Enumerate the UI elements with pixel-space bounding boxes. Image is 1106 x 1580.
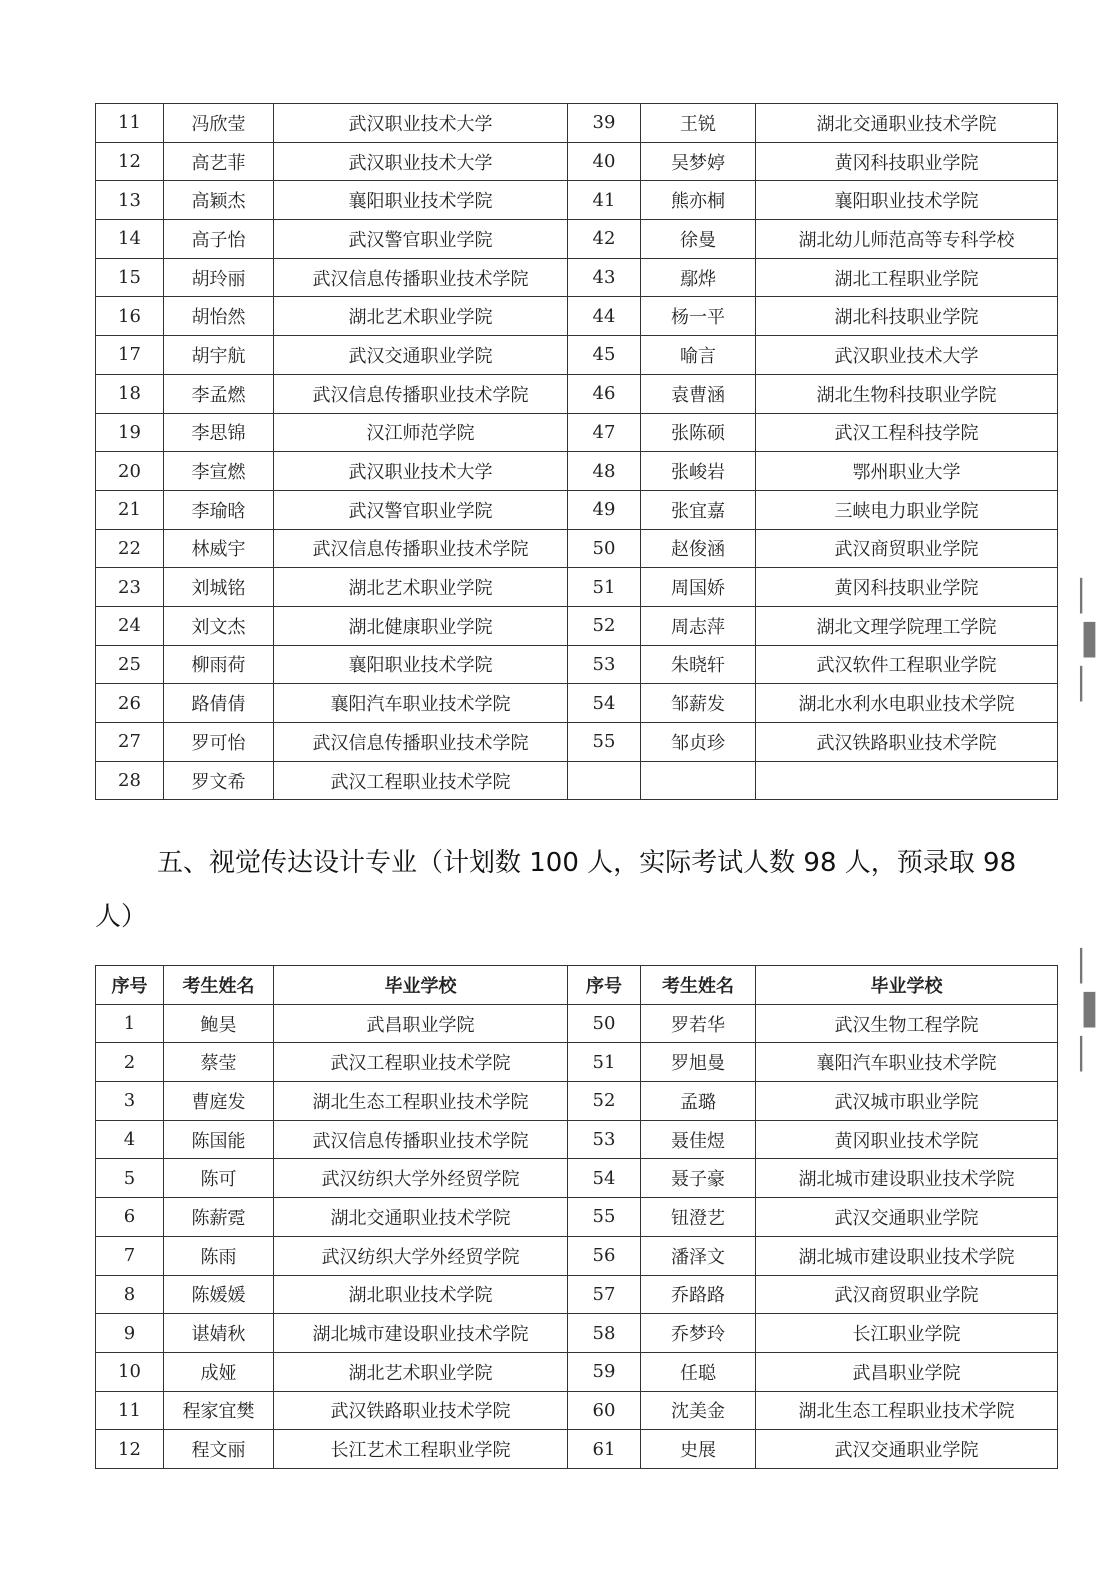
cell-index: 26 [96, 684, 164, 723]
cell-school-2 [756, 761, 1058, 800]
table-row [96, 1430, 1058, 1469]
cell-school: 湖北生态工程职业技术学院 [274, 1082, 568, 1121]
cell-school: 武汉信息传播职业技术学院 [274, 258, 568, 297]
cell-name-2: 孟璐 [641, 1082, 756, 1121]
side-seal-fragment-1: │ ▐ │ [1072, 579, 1096, 702]
table-row [96, 1275, 1058, 1314]
cell-index: 12 [96, 1430, 164, 1469]
cell-school-2: 武汉软件工程职业学院 [756, 645, 1058, 684]
cell-index-2: 55 [568, 1198, 641, 1237]
table-row [96, 1314, 1058, 1353]
cell-name-2: 聂佳煜 [641, 1120, 756, 1159]
cell-index-2: 57 [568, 1275, 641, 1314]
cell-name-2: 周国娇 [641, 568, 756, 607]
cell-index: 10 [96, 1352, 164, 1391]
table-b-body [96, 1004, 1058, 1468]
cell-index: 13 [96, 181, 164, 220]
cell-school-2: 湖北城市建设职业技术学院 [756, 1159, 1058, 1198]
cell-name-2: 鄢烨 [641, 258, 756, 297]
cell-school: 武汉警官职业学院 [274, 220, 568, 259]
table-a-body [96, 104, 1058, 800]
table-row [96, 1004, 1058, 1043]
cell-name-2: 张陈硕 [641, 413, 756, 452]
cell-name: 胡宇航 [164, 336, 274, 375]
cell-name: 胡怡然 [164, 297, 274, 336]
cell-index: 12 [96, 142, 164, 181]
cell-school: 湖北城市建设职业技术学院 [274, 1314, 568, 1353]
cell-school-2: 武昌职业学院 [756, 1352, 1058, 1391]
side-seal-fragment-2: │ ▐ │ [1072, 949, 1096, 1072]
table-row [96, 413, 1058, 452]
table-row [96, 1120, 1058, 1159]
cell-name: 曹庭发 [164, 1082, 274, 1121]
cell-name: 李孟燃 [164, 374, 274, 413]
cell-index: 14 [96, 220, 164, 259]
cell-school: 武汉职业技术大学 [274, 142, 568, 181]
cell-name: 高颖杰 [164, 181, 274, 220]
cell-index-2: 52 [568, 606, 641, 645]
cell-name: 路倩倩 [164, 684, 274, 723]
cell-name: 陈国能 [164, 1120, 274, 1159]
cell-index-2: 54 [568, 1159, 641, 1198]
cell-school-2: 武汉工程科技学院 [756, 413, 1058, 452]
cell-index-2: 40 [568, 142, 641, 181]
cell-name-2: 袁曹涵 [641, 374, 756, 413]
cell-school: 武汉信息传播职业技术学院 [274, 374, 568, 413]
cell-name: 高子怡 [164, 220, 274, 259]
cell-index: 16 [96, 297, 164, 336]
cell-index-2: 48 [568, 452, 641, 491]
header-name: 考生姓名 [164, 966, 274, 1005]
cell-school: 武汉信息传播职业技术学院 [274, 723, 568, 762]
cell-school-2: 襄阳职业技术学院 [756, 181, 1058, 220]
cell-index-2: 60 [568, 1391, 641, 1430]
table-row [96, 1391, 1058, 1430]
cell-index: 22 [96, 529, 164, 568]
cell-index: 21 [96, 490, 164, 529]
header-name-2: 考生姓名 [641, 966, 756, 1005]
cell-school-2: 黄冈科技职业学院 [756, 142, 1058, 181]
cell-school: 武汉交通职业学院 [274, 336, 568, 375]
table-row [96, 645, 1058, 684]
cell-school: 武汉警官职业学院 [274, 490, 568, 529]
cell-name-2: 聂子豪 [641, 1159, 756, 1198]
cell-name-2: 吴梦婷 [641, 142, 756, 181]
cell-school-2: 湖北城市建设职业技术学院 [756, 1236, 1058, 1275]
cell-school-2: 湖北生态工程职业技术学院 [756, 1391, 1058, 1430]
cell-name-2: 王锐 [641, 104, 756, 143]
cell-name: 程家宜樊 [164, 1391, 274, 1430]
cell-index-2: 51 [568, 1043, 641, 1082]
cell-school-2: 武汉商贸职业学院 [756, 529, 1058, 568]
cell-name: 刘城铭 [164, 568, 274, 607]
cell-index: 23 [96, 568, 164, 607]
cell-name: 林威宇 [164, 529, 274, 568]
cell-index-2: 58 [568, 1314, 641, 1353]
cell-school: 湖北艺术职业学院 [274, 1352, 568, 1391]
cell-name: 蔡莹 [164, 1043, 274, 1082]
cell-index-2: 41 [568, 181, 641, 220]
cell-school: 长江艺术工程职业学院 [274, 1430, 568, 1469]
cell-name-2: 张峻岩 [641, 452, 756, 491]
cell-school-2: 长江职业学院 [756, 1314, 1058, 1353]
table-row [96, 258, 1058, 297]
cell-name: 冯欣莹 [164, 104, 274, 143]
cell-school-2: 湖北幼儿师范高等专科学校 [756, 220, 1058, 259]
cell-name-2: 乔路路 [641, 1275, 756, 1314]
cell-school: 武昌职业学院 [274, 1004, 568, 1043]
cell-index: 18 [96, 374, 164, 413]
cell-index: 2 [96, 1043, 164, 1082]
cell-name: 成娅 [164, 1352, 274, 1391]
cell-name: 罗文希 [164, 761, 274, 800]
cell-name: 陈可 [164, 1159, 274, 1198]
header-school: 毕业学校 [274, 966, 568, 1005]
section-heading [95, 836, 1035, 944]
table-row [96, 490, 1058, 529]
cell-name-2: 乔梦玲 [641, 1314, 756, 1353]
table-row [96, 142, 1058, 181]
table-row [96, 684, 1058, 723]
cell-name-2: 张宜嘉 [641, 490, 756, 529]
table-row [96, 1352, 1058, 1391]
cell-index-2: 39 [568, 104, 641, 143]
cell-index-2: 52 [568, 1082, 641, 1121]
cell-school: 武汉工程职业技术学院 [274, 1043, 568, 1082]
table-row [96, 606, 1058, 645]
cell-name-2: 徐曼 [641, 220, 756, 259]
cell-school-2: 襄阳汽车职业技术学院 [756, 1043, 1058, 1082]
cell-school-2: 黄冈科技职业学院 [756, 568, 1058, 607]
table-row [96, 761, 1058, 800]
cell-index: 19 [96, 413, 164, 452]
cell-index: 7 [96, 1236, 164, 1275]
cell-index-2: 49 [568, 490, 641, 529]
cell-name-2: 史展 [641, 1430, 756, 1469]
cell-school-2: 湖北水利水电职业技术学院 [756, 684, 1058, 723]
cell-index-2 [568, 761, 641, 800]
cell-name-2 [641, 761, 756, 800]
cell-name: 李思锦 [164, 413, 274, 452]
cell-name: 李瑜晗 [164, 490, 274, 529]
cell-index: 28 [96, 761, 164, 800]
table-row [96, 1159, 1058, 1198]
cell-index-2: 50 [568, 1004, 641, 1043]
cell-school-2: 湖北交通职业技术学院 [756, 104, 1058, 143]
cell-school: 武汉铁路职业技术学院 [274, 1391, 568, 1430]
cell-school-2: 湖北文理学院理工学院 [756, 606, 1058, 645]
cell-school-2: 湖北工程职业学院 [756, 258, 1058, 297]
table-row [96, 452, 1058, 491]
cell-index: 5 [96, 1159, 164, 1198]
cell-index: 9 [96, 1314, 164, 1353]
table-row [96, 1198, 1058, 1237]
cell-index: 3 [96, 1082, 164, 1121]
cell-name-2: 赵俊涵 [641, 529, 756, 568]
cell-index: 4 [96, 1120, 164, 1159]
cell-index: 15 [96, 258, 164, 297]
cell-index-2: 53 [568, 645, 641, 684]
cell-index-2: 50 [568, 529, 641, 568]
cell-school: 湖北职业技术学院 [274, 1275, 568, 1314]
cell-name: 罗可怡 [164, 723, 274, 762]
cell-school-2: 湖北科技职业学院 [756, 297, 1058, 336]
cell-school-2: 鄂州职业大学 [756, 452, 1058, 491]
table-row [96, 1043, 1058, 1082]
cell-school-2: 武汉职业技术大学 [756, 336, 1058, 375]
cell-index: 24 [96, 606, 164, 645]
visual-communication-admission-table [95, 965, 1058, 1469]
table-row [96, 723, 1058, 762]
cell-name-2: 任聪 [641, 1352, 756, 1391]
table-row [96, 374, 1058, 413]
cell-school-2: 武汉商贸职业学院 [756, 1275, 1058, 1314]
section-heading-text: 五、视觉传达设计专业（计划数 100 人，实际考试人数 98 人，预录取 98 人） [95, 848, 1017, 932]
cell-index: 17 [96, 336, 164, 375]
cell-name: 高艺菲 [164, 142, 274, 181]
cell-index-2: 55 [568, 723, 641, 762]
cell-index-2: 45 [568, 336, 641, 375]
cell-name: 谌婧秋 [164, 1314, 274, 1353]
table-row [96, 297, 1058, 336]
cell-index-2: 47 [568, 413, 641, 452]
table-row [96, 336, 1058, 375]
cell-school: 湖北艺术职业学院 [274, 568, 568, 607]
cell-school: 襄阳汽车职业技术学院 [274, 684, 568, 723]
cell-school-2: 武汉城市职业学院 [756, 1082, 1058, 1121]
cell-index: 1 [96, 1004, 164, 1043]
table-row [96, 568, 1058, 607]
cell-school-2: 武汉交通职业学院 [756, 1430, 1058, 1469]
cell-school-2: 黄冈职业技术学院 [756, 1120, 1058, 1159]
cell-school: 襄阳职业技术学院 [274, 645, 568, 684]
cell-name-2: 邹贞珍 [641, 723, 756, 762]
cell-school-2: 三峡电力职业学院 [756, 490, 1058, 529]
cell-school-2: 武汉交通职业学院 [756, 1198, 1058, 1237]
cell-index: 25 [96, 645, 164, 684]
cell-index-2: 56 [568, 1236, 641, 1275]
cell-school: 武汉职业技术大学 [274, 452, 568, 491]
cell-name-2: 沈美金 [641, 1391, 756, 1430]
cell-name: 胡玲丽 [164, 258, 274, 297]
cell-index-2: 53 [568, 1120, 641, 1159]
cell-name: 李宣燃 [164, 452, 274, 491]
cell-school-2: 武汉铁路职业技术学院 [756, 723, 1058, 762]
table-b-header-row [96, 966, 1058, 1005]
cell-index: 11 [96, 104, 164, 143]
table-row [96, 1082, 1058, 1121]
cell-school-2: 武汉生物工程学院 [756, 1004, 1058, 1043]
header-school-2: 毕业学校 [756, 966, 1058, 1005]
cell-name-2: 周志萍 [641, 606, 756, 645]
cell-name-2: 喻言 [641, 336, 756, 375]
cell-school: 武汉信息传播职业技术学院 [274, 529, 568, 568]
cell-name-2: 朱晓轩 [641, 645, 756, 684]
admission-table-continued [95, 103, 1058, 800]
cell-index-2: 46 [568, 374, 641, 413]
cell-index-2: 42 [568, 220, 641, 259]
cell-name: 程文丽 [164, 1430, 274, 1469]
cell-school: 汉江师范学院 [274, 413, 568, 452]
cell-name-2: 潘泽文 [641, 1236, 756, 1275]
cell-index-2: 51 [568, 568, 641, 607]
cell-name: 陈媛媛 [164, 1275, 274, 1314]
cell-school: 湖北交通职业技术学院 [274, 1198, 568, 1237]
cell-index: 11 [96, 1391, 164, 1430]
cell-name-2: 罗旭曼 [641, 1043, 756, 1082]
header-index: 序号 [96, 966, 164, 1005]
cell-name: 陈雨 [164, 1236, 274, 1275]
cell-school: 湖北健康职业学院 [274, 606, 568, 645]
table-row [96, 220, 1058, 259]
cell-name: 鲍昊 [164, 1004, 274, 1043]
cell-school: 武汉职业技术大学 [274, 104, 568, 143]
cell-school: 武汉工程职业技术学院 [274, 761, 568, 800]
cell-index-2: 43 [568, 258, 641, 297]
table-row [96, 1236, 1058, 1275]
cell-school: 襄阳职业技术学院 [274, 181, 568, 220]
cell-school: 武汉纺织大学外经贸学院 [274, 1159, 568, 1198]
cell-index: 8 [96, 1275, 164, 1314]
cell-index: 20 [96, 452, 164, 491]
cell-school: 武汉信息传播职业技术学院 [274, 1120, 568, 1159]
cell-name-2: 杨一平 [641, 297, 756, 336]
cell-school: 武汉纺织大学外经贸学院 [274, 1236, 568, 1275]
cell-name: 柳雨荷 [164, 645, 274, 684]
cell-index-2: 54 [568, 684, 641, 723]
cell-index-2: 61 [568, 1430, 641, 1469]
cell-name: 刘文杰 [164, 606, 274, 645]
table-row [96, 529, 1058, 568]
cell-name: 陈薪霓 [164, 1198, 274, 1237]
cell-name-2: 罗若华 [641, 1004, 756, 1043]
cell-index-2: 44 [568, 297, 641, 336]
cell-school-2: 湖北生物科技职业学院 [756, 374, 1058, 413]
cell-name-2: 邹薪发 [641, 684, 756, 723]
table-row [96, 181, 1058, 220]
cell-school: 湖北艺术职业学院 [274, 297, 568, 336]
table-row [96, 104, 1058, 143]
cell-index-2: 59 [568, 1352, 641, 1391]
cell-name-2: 熊亦桐 [641, 181, 756, 220]
cell-name-2: 钮澄艺 [641, 1198, 756, 1237]
cell-index: 27 [96, 723, 164, 762]
header-index-2: 序号 [568, 966, 641, 1005]
cell-index: 6 [96, 1198, 164, 1237]
